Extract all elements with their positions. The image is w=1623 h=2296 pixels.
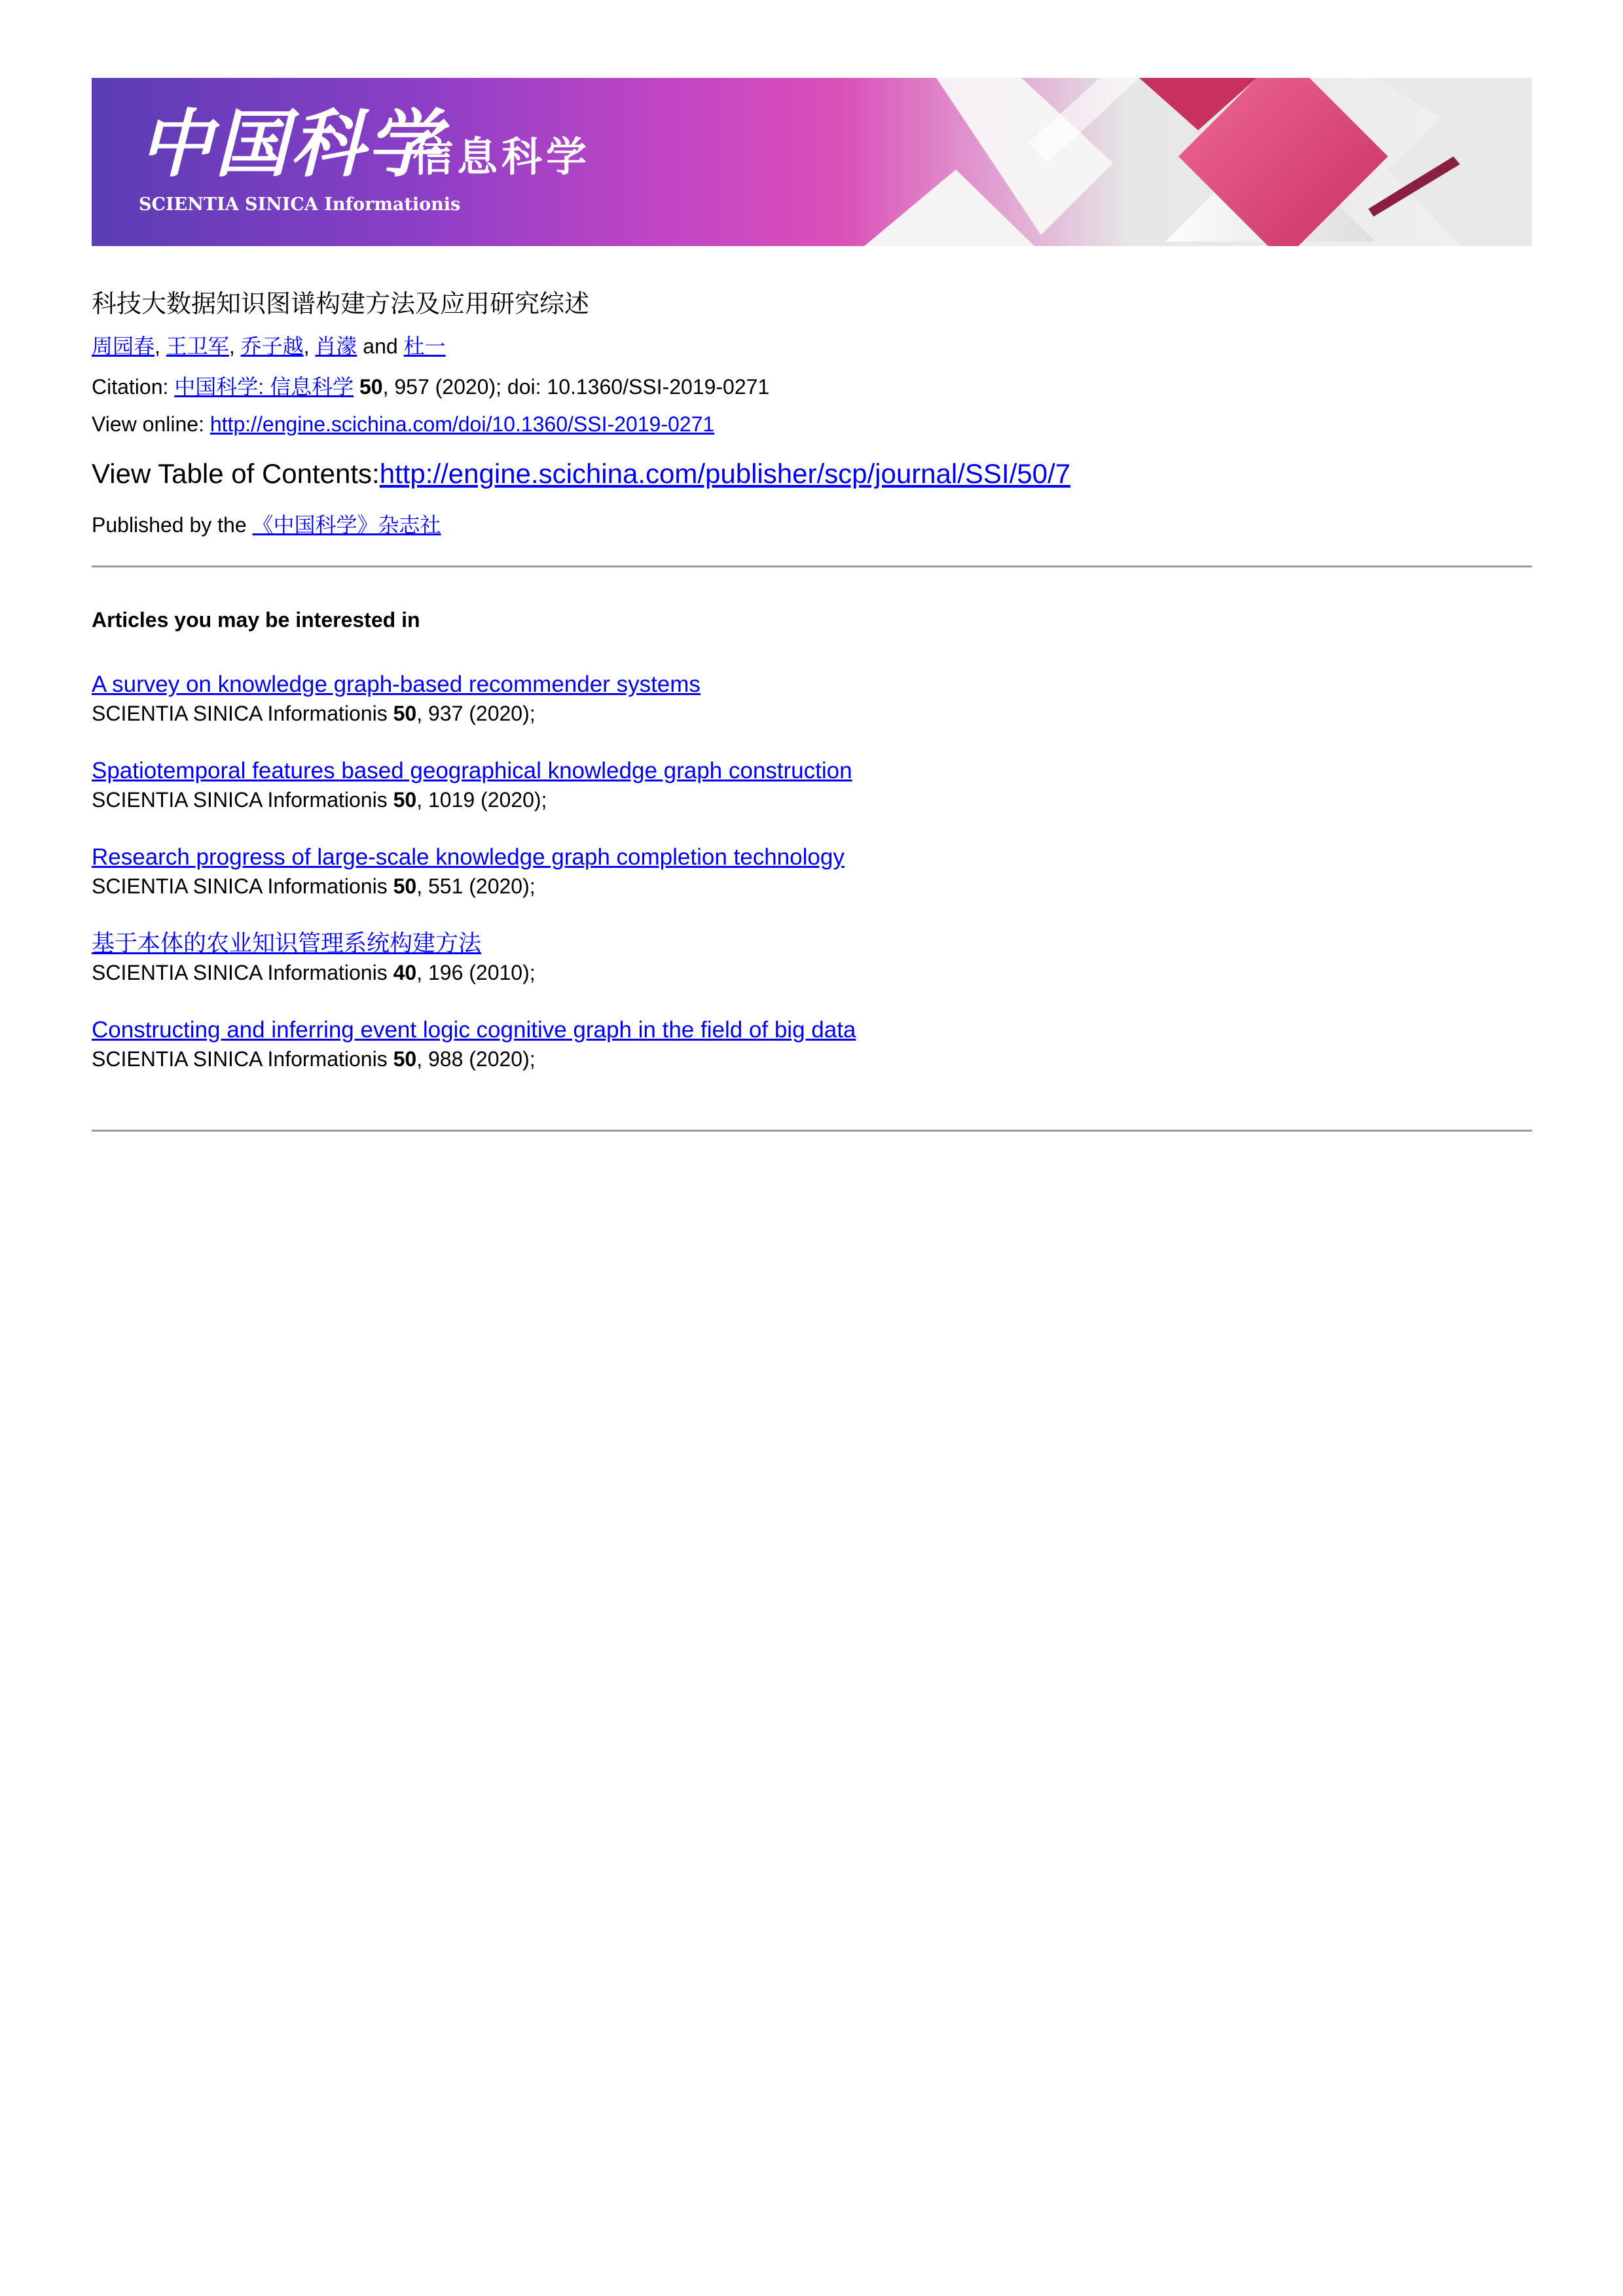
author-link[interactable]: 杜一 bbox=[403, 334, 446, 358]
view-toc-link[interactable]: http://engine.scichina.com/publisher/scp/journal/SSI/50/7 bbox=[379, 458, 1071, 489]
view-online-label: View online: bbox=[92, 412, 210, 436]
related-articles-heading: Articles you may be interested in bbox=[92, 608, 420, 632]
related-article-source: SCIENTIA SINICA Informationis 40, 196 (2010); bbox=[92, 961, 536, 984]
related-article-link[interactable]: Spatiotemporal features based geographical knowledge graph construction bbox=[92, 758, 852, 783]
citation-details: , 957 (2020); doi: 10.1360/SSI-2019-0271 bbox=[382, 375, 770, 399]
related-article-link[interactable]: Constructing and inferring event logic cognitive graph in the field of big data bbox=[92, 1017, 856, 1043]
journal-name-en: SCIENTIA SINICA Informationis bbox=[139, 194, 461, 215]
related-article bbox=[92, 757, 852, 814]
divider bbox=[92, 1130, 1532, 1132]
author-list bbox=[92, 330, 446, 360]
divider bbox=[92, 565, 1532, 567]
author-separator: , bbox=[155, 334, 166, 358]
view-toc-line bbox=[92, 458, 1070, 490]
author-and: and bbox=[357, 334, 404, 358]
citation-volume: 50 bbox=[359, 375, 383, 399]
view-toc-label: View Table of Contents: bbox=[92, 458, 380, 489]
related-article bbox=[92, 1016, 856, 1073]
author-link[interactable]: 肖濛 bbox=[315, 334, 357, 358]
article-title: 科技大数据知识图谱构建方法及应用研究综述 bbox=[92, 289, 590, 318]
related-article-source: SCIENTIA SINICA Informationis 50, 551 (2020); bbox=[92, 874, 536, 898]
view-online-line bbox=[92, 412, 714, 437]
related-article-source: SCIENTIA SINICA Informationis 50, 988 (2020); bbox=[92, 1047, 536, 1071]
related-article bbox=[92, 843, 845, 901]
citation-prefix: Citation: bbox=[92, 375, 175, 399]
journal-banner bbox=[92, 78, 1532, 246]
related-article-link[interactable]: 基于本体的农业知识管理系统构建方法 bbox=[92, 931, 482, 956]
related-article bbox=[92, 929, 536, 987]
author-separator: , bbox=[228, 334, 241, 358]
author-link[interactable]: 周园春 bbox=[92, 334, 155, 358]
journal-logo-cn: 中国科学 bbox=[139, 101, 443, 187]
citation-journal-link[interactable]: 中国科学: 信息科学 bbox=[174, 375, 354, 399]
related-article-link[interactable]: A survey on knowledge graph-based recommender systems bbox=[92, 672, 701, 697]
author-separator: , bbox=[303, 334, 316, 358]
related-article-link[interactable]: Research progress of large-scale knowledge graph completion technology bbox=[92, 844, 845, 870]
view-online-link[interactable]: http://engine.scichina.com/doi/10.1360/SSI-2019-0271 bbox=[210, 412, 715, 436]
related-article bbox=[92, 670, 701, 728]
published-by-label: Published by the bbox=[92, 513, 253, 537]
author-link[interactable]: 王卫军 bbox=[166, 334, 229, 358]
citation-line bbox=[92, 370, 769, 401]
related-article-source: SCIENTIA SINICA Informationis 50, 937 (2020); bbox=[92, 702, 536, 725]
journal-section-cn: 信息科学 bbox=[412, 133, 591, 181]
publisher-link[interactable]: 《中国科学》杂志社 bbox=[252, 513, 441, 537]
published-by-line bbox=[92, 509, 441, 539]
author-link[interactable]: 乔子越 bbox=[240, 334, 304, 358]
related-article-source: SCIENTIA SINICA Informationis 50, 1019 (2020); bbox=[92, 788, 547, 812]
